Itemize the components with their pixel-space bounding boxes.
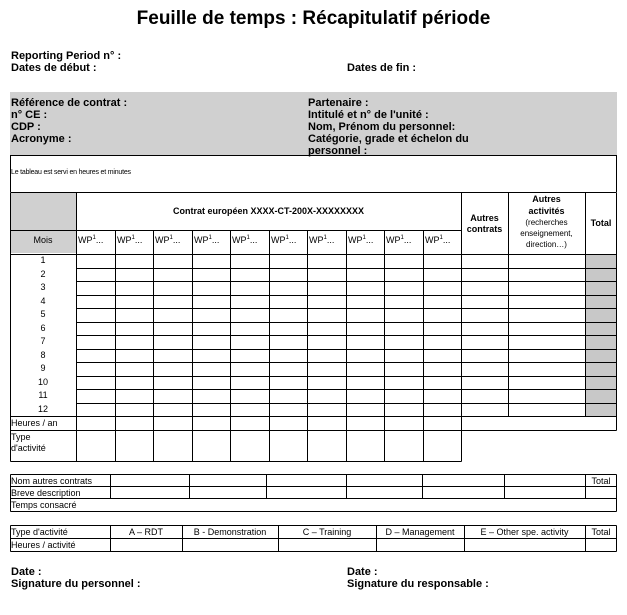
staff-name-label: Nom, Prénom du personnel: (308, 121, 456, 133)
acronym-label: Acronyme : (11, 133, 72, 145)
activity-type-label: Type d'activité (11, 527, 68, 537)
wp-label: WP (271, 235, 286, 245)
activity-type-e: E – Other spe. activity (480, 527, 569, 537)
activity-type-d: D – Management (385, 527, 455, 537)
manager-signature-label: Signature du responsable : (347, 578, 489, 590)
wp-label: WP (309, 235, 324, 245)
month-11: 11 (38, 390, 48, 400)
date-left-label: Date : (11, 566, 42, 578)
staff-signature-label: Signature du personnel : (11, 578, 141, 590)
wp-label: WP (232, 235, 247, 245)
activity-type-a: A – RDT (128, 527, 163, 537)
partner-label: Partenaire : (308, 97, 369, 109)
cdp-label: CDP : (11, 121, 41, 133)
wp-header-2 (117, 233, 152, 246)
month-10: 10 (37, 377, 48, 387)
wp-label: WP (78, 235, 93, 245)
wp-ellipsis: ... (442, 235, 451, 245)
wp-ellipsis: ... (172, 235, 181, 245)
hours-per-activity-label: Heures / activité (11, 540, 76, 550)
wp-label: WP (425, 235, 440, 245)
wp-superscript: 1 (92, 235, 96, 241)
mois-header: Mois (33, 235, 53, 245)
autres-contrats-line2: contrats (466, 224, 503, 234)
wp-header-4 (194, 233, 229, 246)
autres-activites-line5: direction…) (526, 240, 567, 249)
wp-label: WP (348, 235, 363, 245)
type-activite-line2: d'activité (11, 443, 46, 453)
activity-type-b: B - Demonstration (193, 527, 267, 537)
month-1: 1 (40, 255, 46, 265)
wp-header-10 (425, 233, 460, 246)
wp-header-7 (309, 233, 345, 246)
month-5: 5 (40, 309, 46, 319)
wp-ellipsis: ... (326, 235, 335, 245)
wp-ellipsis: ... (134, 235, 143, 245)
month-2: 2 (40, 269, 46, 279)
month-3: 3 (40, 282, 46, 292)
end-date-label: Dates de fin : (347, 62, 417, 74)
wp-superscript: 1 (439, 235, 443, 241)
wp-superscript: 1 (285, 235, 289, 241)
category-label: Catégorie, grade et échelon du (308, 133, 469, 145)
reporting-period-label: Reporting Period n° : (11, 50, 122, 62)
contract-header: Contrat européen XXXX-CT-200X-XXXXXXXX (172, 206, 365, 216)
wp-label: WP (155, 235, 170, 245)
page-title: Feuille de temps : Récapitulatif période (136, 8, 491, 29)
wp-header-3 (155, 233, 191, 246)
type-activite-line1: Type (11, 432, 31, 442)
wp-superscript: 1 (246, 235, 250, 241)
wp-header-1 (78, 233, 114, 246)
ce-number-label: n° CE : (11, 109, 48, 121)
wp-label: WP (194, 235, 209, 245)
wp-superscript: 1 (323, 235, 327, 241)
wp-superscript: 1 (131, 235, 135, 241)
wp-label: WP (386, 235, 401, 245)
date-right-label: Date : (347, 566, 378, 578)
wp-label: WP (117, 235, 132, 245)
autres-activites-line3: (recherches (525, 218, 568, 227)
autres-activites-line1: Autres (532, 194, 561, 204)
total-header: Total (590, 218, 612, 228)
autres-contrats-line1: Autres (470, 213, 499, 223)
month-8: 8 (40, 350, 46, 360)
wp-header-9 (386, 233, 422, 246)
wp-header-8 (348, 233, 383, 246)
wp-header-6 (271, 233, 306, 246)
start-date-label: Dates de début : (11, 62, 97, 74)
wp-ellipsis: ... (95, 235, 104, 245)
category-label-2: personnel : (308, 145, 368, 157)
wp-header-5 (232, 233, 268, 246)
second-table-total: Total (591, 476, 611, 486)
wp-ellipsis: ... (365, 235, 374, 245)
heures-an-label: Heures / an (11, 418, 58, 428)
wp-superscript: 1 (362, 235, 366, 241)
month-7: 7 (40, 336, 46, 346)
time-spent-label: Temps consacré (11, 500, 77, 510)
autres-activites-line4: enseignement, (520, 229, 573, 238)
wp-ellipsis: ... (288, 235, 297, 245)
wp-superscript: 1 (400, 235, 404, 241)
activity-total: Total (591, 527, 611, 537)
month-9: 9 (40, 363, 46, 373)
wp-ellipsis: ... (249, 235, 258, 245)
contract-ref-label: Référence de contrat : (11, 97, 128, 109)
wp-ellipsis: ... (211, 235, 220, 245)
unit-label: Intitulé et n° de l'unité : (308, 109, 429, 121)
other-contracts-name-label: Nom autres contrats (11, 476, 93, 486)
wp-superscript: 1 (169, 235, 173, 241)
wp-superscript: 1 (208, 235, 212, 241)
month-12: 12 (37, 404, 48, 414)
month-6: 6 (40, 323, 46, 333)
month-4: 4 (40, 296, 46, 306)
short-description-label: Breve description (11, 488, 81, 498)
table-note: Le tableau est servi en heures et minutes (11, 169, 131, 176)
wp-ellipsis: ... (403, 235, 412, 245)
activity-type-c: C – Training (302, 527, 352, 537)
autres-activites-line2: activités (528, 206, 565, 216)
